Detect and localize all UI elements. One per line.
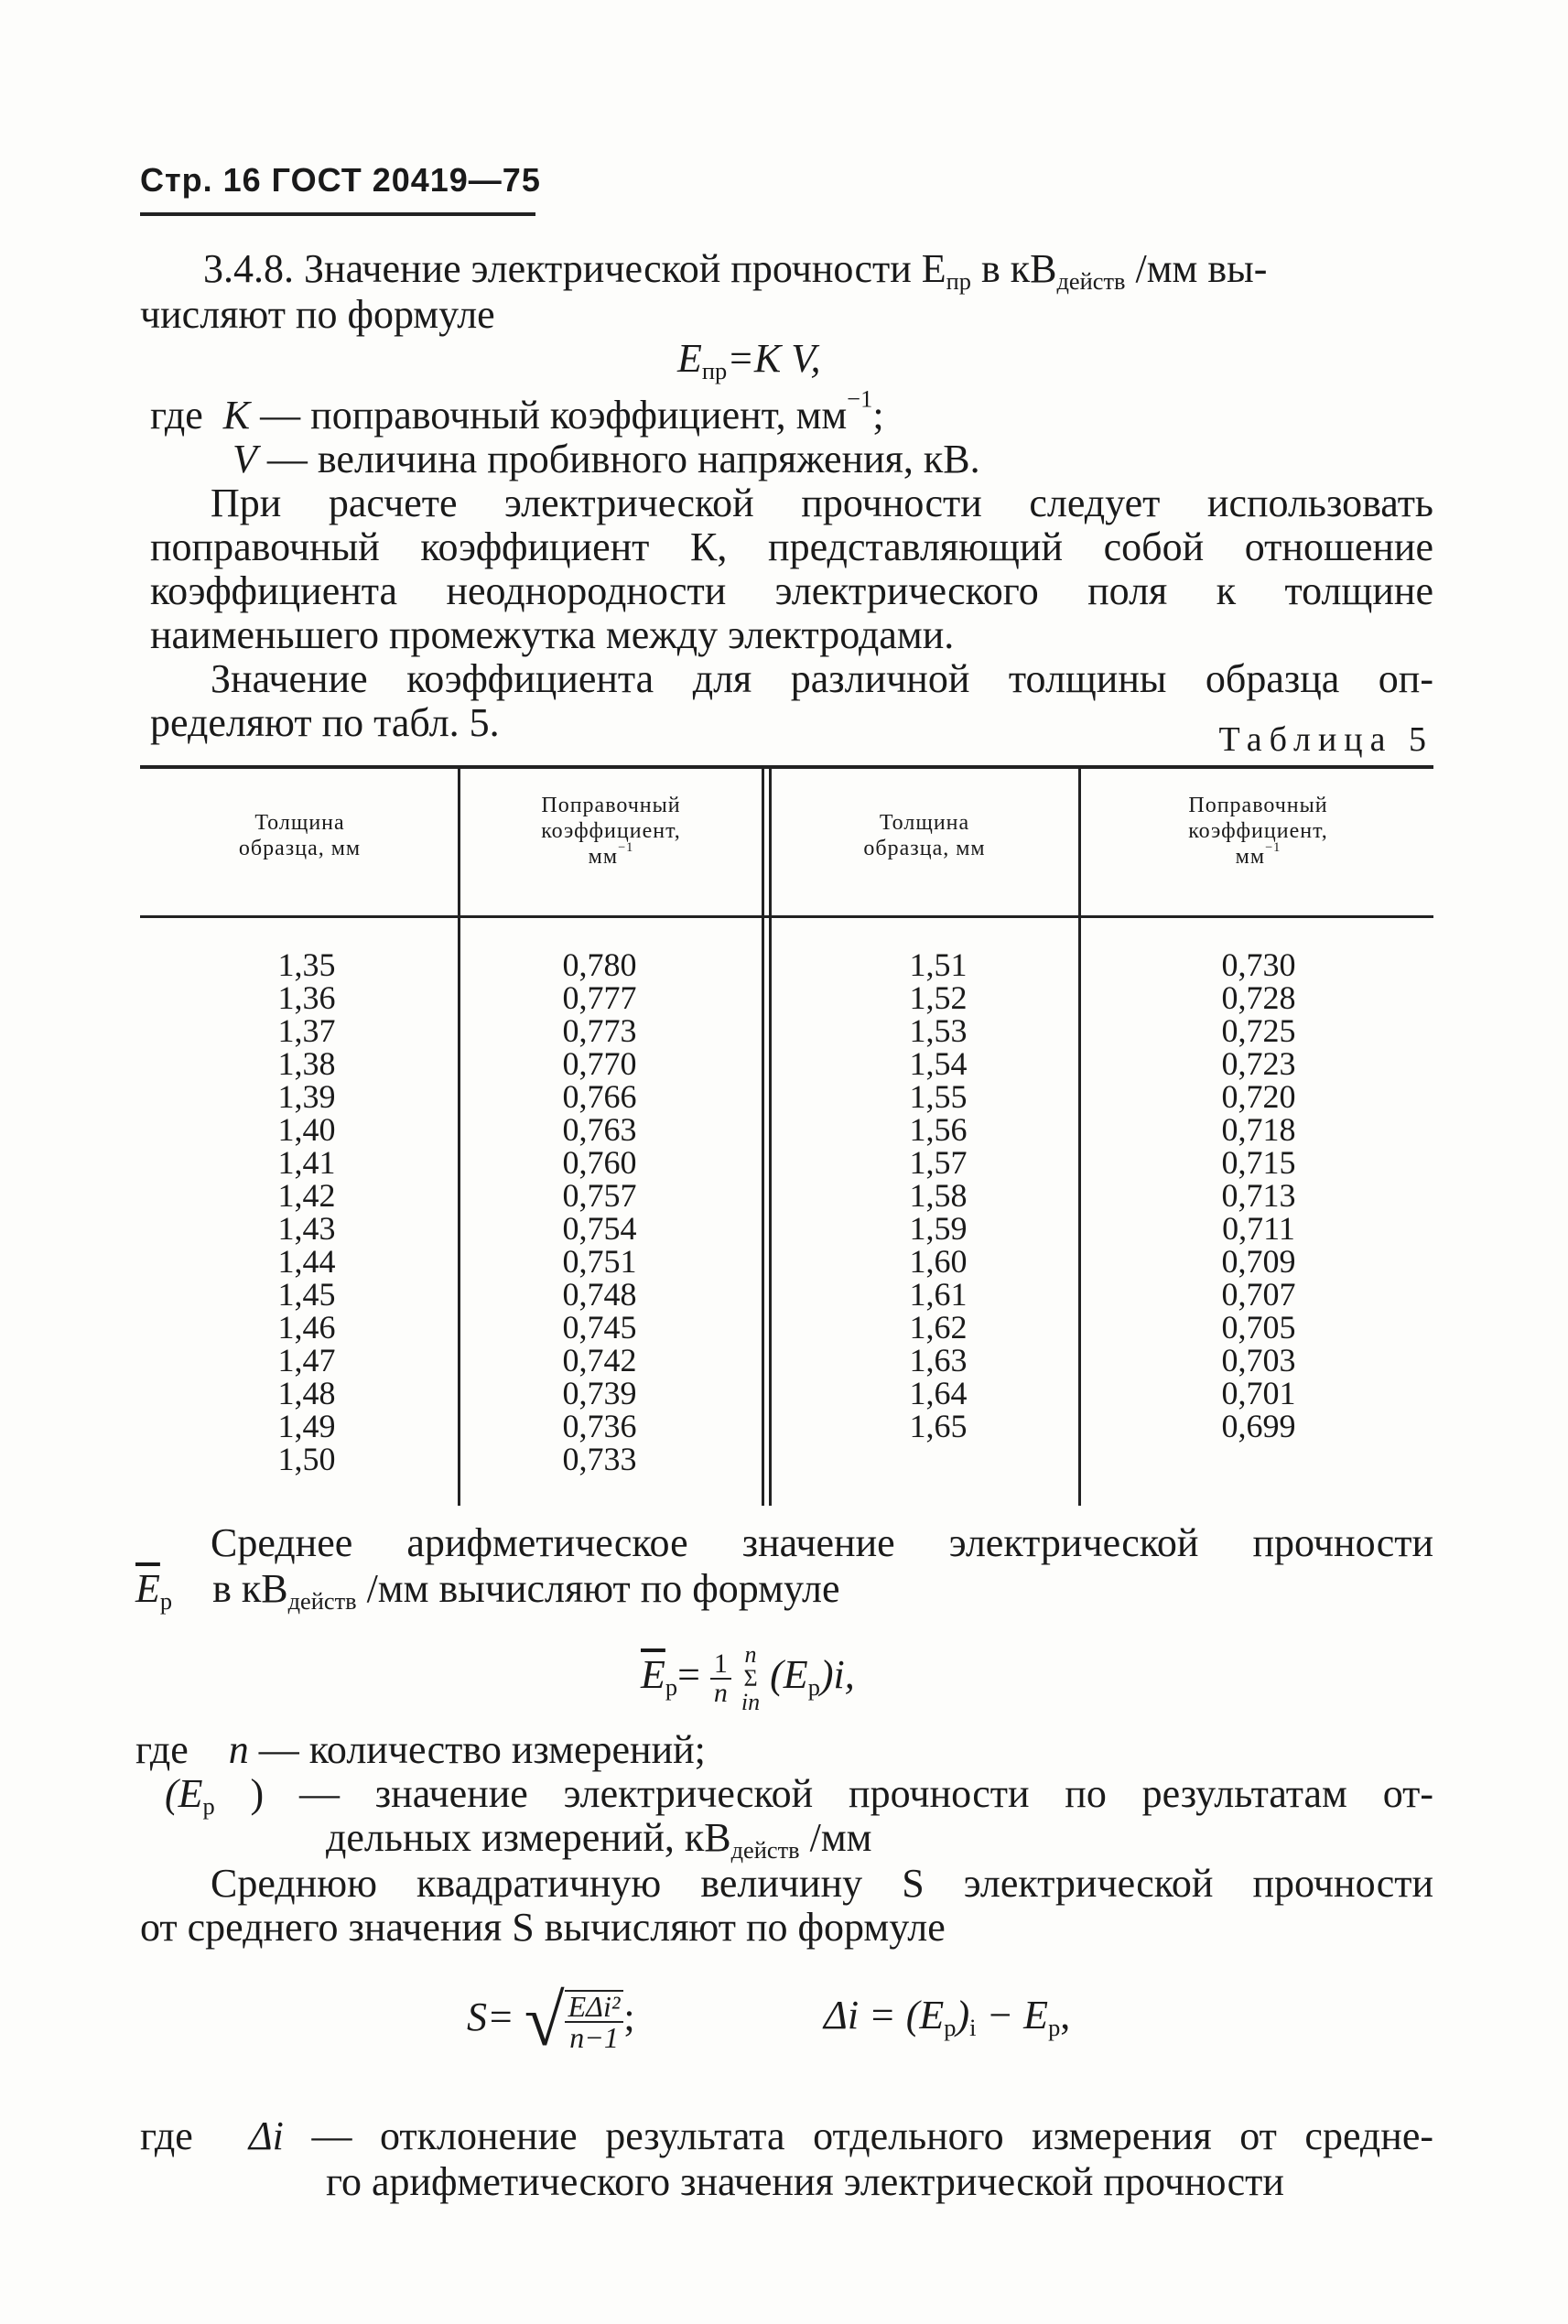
table-vrule-2b: [769, 769, 772, 1506]
table-vrule-2a: [762, 769, 764, 1506]
table-cell-thickness: 1,39: [277, 1078, 336, 1115]
table-cell-thickness: 1,55: [909, 1078, 968, 1115]
table-cell-thickness: 1,56: [909, 1111, 968, 1148]
table-column-coef-right: [1172, 948, 1346, 1443]
table-cell-thickness: 1,50: [277, 1441, 336, 1477]
table-cell-thickness: 1,47: [277, 1342, 336, 1378]
def-delta-cont: го арифметического значения электрической прочности: [326, 2159, 1284, 2204]
para-calc-line4: наименьшего промежутка между электродами.: [150, 612, 955, 657]
def-n: где n — количество измерений;: [135, 1727, 706, 1772]
table-cell-thickness: 1,63: [909, 1342, 968, 1378]
table-header-rule: [140, 915, 1433, 918]
table-cell-coef: 0,780: [562, 946, 637, 983]
def-ep-cont: дельных измерений, $кВ_{действ}$ /мм: [326, 1815, 872, 1864]
table-cell-coef: 0,730: [1221, 946, 1296, 983]
table-cell-coef: 0,770: [562, 1045, 637, 1082]
table-cell-thickness: 1,48: [277, 1375, 336, 1411]
table-cell-coef: 0,701: [1221, 1375, 1296, 1411]
para-mean-line1: Среднее арифметическое значение электрической прочности: [211, 1520, 1433, 1565]
table-cell-coef: 0,705: [1221, 1309, 1296, 1346]
table-cell-coef: 0,754: [562, 1210, 637, 1247]
table-cell-thickness: 1,61: [909, 1276, 968, 1313]
table-header-thickness-left: Толщина образца, мм: [238, 811, 362, 860]
para-348-line1: 3.4.8. Значение электрической прочности $Е_{пр}$ в $кВ_{действ}$ /мм вы-: [203, 246, 1268, 295]
formula-s: S= √ $\frac{\text{EΔi²}}{n-1}$ ;: [467, 1981, 635, 2061]
table-cell-coef: 0,725: [1221, 1012, 1296, 1049]
table-cell-coef: 0,715: [1221, 1144, 1296, 1181]
para-value-line2: ределяют по табл. 5.: [150, 700, 500, 745]
table-vrule-3: [1078, 769, 1081, 1506]
table-cell-coef: 0,711: [1222, 1210, 1295, 1247]
header-rule: [140, 212, 535, 216]
table-cell-coef: 0,718: [1221, 1111, 1296, 1148]
table-cell-thickness: 1,41: [277, 1144, 336, 1181]
table-cell-coef: 0,760: [562, 1144, 637, 1181]
table-cell-coef: 0,736: [562, 1408, 637, 1444]
para-value-line1: Значение коэффициента для различной толщины образца оп-: [211, 656, 1433, 701]
table-column-coef-left: [513, 948, 687, 1475]
table-cell-coef: 0,777: [562, 979, 637, 1016]
table-cell-coef: 0,739: [562, 1375, 637, 1411]
para-calc-line2: поправочный коэффициент К, представляющий собой отношение: [150, 524, 1433, 569]
table-cell-coef: 0,748: [562, 1276, 637, 1313]
para-sq-line1: Среднюю квадратичную величину S электрической прочности: [211, 1861, 1433, 1906]
table-cell-thickness: 1,65: [909, 1408, 968, 1444]
formula-mean: $\overline{E}_р=$ $\frac{1}{n}$ n Σ in $(E_р)i$,: [641, 1641, 855, 1715]
def-v: V — величина пробивного напряжения, кВ.: [232, 437, 980, 481]
def-delta: где Δi — отклонение результата отдельного измерения от средне-: [140, 2113, 1434, 2158]
table-header-thickness-right: Толщина образца, мм: [863, 811, 986, 860]
table-cell-coef: 0,713: [1221, 1177, 1296, 1214]
formula-delta: $\Delta i = (E_р)_i - E_р$,: [824, 1993, 1071, 2041]
formula-epr: $E_{пр}=K$ V,: [677, 336, 821, 384]
def-k: где K — поправочный коэффициент, $мм^{-1}$;: [150, 384, 884, 438]
table-cell-thickness: 1,51: [909, 946, 968, 983]
table-cell-coef: 0,707: [1221, 1276, 1296, 1313]
table-cell-thickness: 1,46: [277, 1309, 336, 1346]
table-header-coef-right: Поправочный коэффициент, $мм^{-1}$: [1188, 794, 1328, 869]
table-cell-thickness: 1,57: [909, 1144, 968, 1181]
table-cell-thickness: 1,62: [909, 1309, 968, 1346]
table-header-coef-left: Поправочный коэффициент, $мм^{-1}$: [541, 794, 681, 869]
table-cell-coef: 0,733: [562, 1441, 637, 1477]
table-cell-thickness: 1,52: [909, 979, 968, 1016]
para-348-line2: числяют по формуле: [140, 292, 495, 337]
table-cell-thickness: 1,60: [909, 1243, 968, 1280]
table-column-thickness-left: [220, 948, 394, 1475]
table-column-thickness-right: [851, 948, 1025, 1443]
table-caption: Таблица 5: [1218, 720, 1433, 759]
table-cell-thickness: 1,35: [277, 946, 336, 983]
table-cell-thickness: 1,38: [277, 1045, 336, 1082]
table-cell-thickness: 1,40: [277, 1111, 336, 1148]
table-cell-coef: 0,757: [562, 1177, 637, 1214]
table-cell-coef: 0,745: [562, 1309, 637, 1346]
table-cell-coef: 0,720: [1221, 1078, 1296, 1115]
table-cell-thickness: 1,45: [277, 1276, 336, 1313]
page-header: Стр. 16 ГОСТ 20419—75: [140, 161, 541, 199]
table-cell-coef: 0,709: [1221, 1243, 1296, 1280]
table-cell-thickness: 1,44: [277, 1243, 336, 1280]
table-cell-thickness: 1,54: [909, 1045, 968, 1082]
table-cell-thickness: 1,37: [277, 1012, 336, 1049]
para-mean-line2: $\overline{E}_р$ в $кВ_{действ}$ /мм вычисляют по формуле: [135, 1566, 840, 1615]
table-cell-coef: 0,742: [562, 1342, 637, 1378]
table-cell-coef: 0,763: [562, 1111, 637, 1148]
table-cell-coef: 0,751: [562, 1243, 637, 1280]
table-cell-thickness: 1,64: [909, 1375, 968, 1411]
table-cell-coef: 0,723: [1221, 1045, 1296, 1082]
table-top-rule: [140, 765, 1433, 769]
table-cell-coef: 0,699: [1221, 1408, 1296, 1444]
def-ep: ($E_р$ ) — значение электрической прочности по результатам от-: [165, 1771, 1433, 1820]
table-cell-thickness: 1,36: [277, 979, 336, 1016]
table-cell-thickness: 1,49: [277, 1408, 336, 1444]
para-calc-line1: При расчете электрической прочности следует использовать: [211, 481, 1433, 525]
table-cell-thickness: 1,58: [909, 1177, 968, 1214]
table-cell-thickness: 1,42: [277, 1177, 336, 1214]
para-calc-line3: коэффициента неоднородности электрического поля к толщине: [150, 568, 1433, 613]
table-cell-coef: 0,703: [1221, 1342, 1296, 1378]
table-vrule-1: [458, 769, 460, 1506]
table-cell-thickness: 1,53: [909, 1012, 968, 1049]
para-sq-line2: от среднего значения S вычисляют по формуле: [140, 1905, 946, 1950]
table-cell-thickness: 1,59: [909, 1210, 968, 1247]
table-cell-coef: 0,773: [562, 1012, 637, 1049]
table-cell-coef: 0,766: [562, 1078, 637, 1115]
table-cell-thickness: 1,43: [277, 1210, 336, 1247]
table-cell-coef: 0,728: [1221, 979, 1296, 1016]
